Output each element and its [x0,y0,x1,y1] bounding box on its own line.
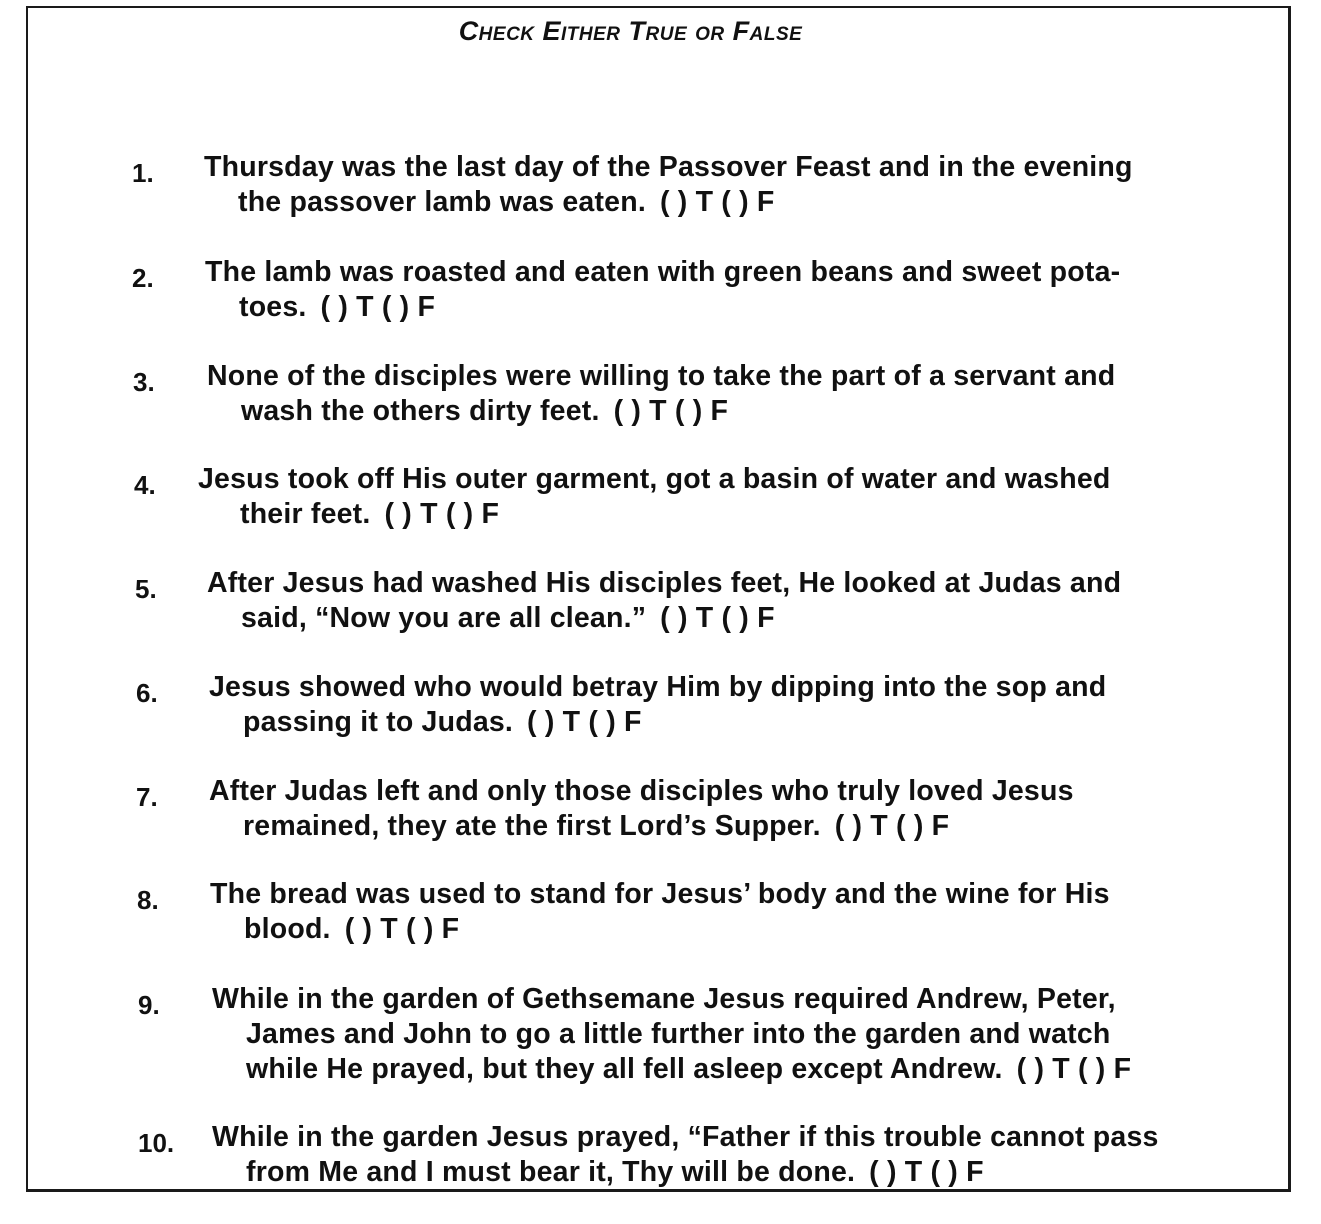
question-line: James and John to go a little further into the garden and watch [246,1018,1111,1050]
question-10 [138,1120,1159,1190]
question-3 [133,359,1115,429]
question-line: Jesus took off His outer garment, got a basin of water and washed [198,463,1111,495]
true-false-choice[interactable]: ( ) T ( ) F [613,395,729,427]
question-4 [134,462,1111,532]
question-line: After Jesus had washed His disciples feet, He looked at Judas and [207,567,1122,599]
question-line: their feet. [240,498,371,530]
true-false-choice[interactable]: ( ) T ( ) F [527,706,642,738]
question-line: The lamb was roasted and eaten with green beans and sweet pota- [205,256,1121,288]
question-number: 4. [134,470,156,500]
question-line: while He prayed, but they all fell asleep except Andrew. [246,1053,1003,1085]
question-number: 1. [132,158,154,188]
question-line: from Me and I must bear it, Thy will be done. [246,1156,856,1188]
question-7 [136,774,1074,844]
question-9 [138,982,1131,1087]
true-false-choice[interactable]: ( ) T ( ) F [869,1156,984,1188]
question-number: 6. [136,678,158,708]
title-text: Check Either True or False [458,16,803,46]
true-false-choice[interactable]: ( ) T ( ) F [384,498,500,530]
question-line: Thursday was the last day of the Passover Feast and in the evening [204,151,1133,183]
question-line: The bread was used to stand for Jesus’ body and the wine for His [210,878,1110,910]
question-number: 5. [135,574,157,604]
true-false-choice[interactable]: ( ) T ( ) F [320,291,436,323]
true-false-choice[interactable]: ( ) T ( ) F [660,602,775,634]
true-false-choice[interactable]: ( ) T ( ) F [659,186,775,218]
question-number: 10. [138,1128,175,1158]
question-line: Jesus showed who would betray Him by dipping into the sop and [209,671,1107,703]
question-list [28,8,1293,1194]
question-6 [136,670,1106,740]
true-false-choice[interactable]: ( ) T ( ) F [834,810,950,842]
question-line: the passover lamb was eaten. [238,186,646,218]
question-number: 2. [132,263,154,293]
question-1 [132,150,1133,220]
question-line: said, “Now you are all clean.” [241,602,647,634]
question-number: 8. [137,885,159,915]
question-line: After Judas left and only those disciples who truly loved Jesus [209,775,1074,807]
question-line: passing it to Judas. [243,706,514,738]
question-line: None of the disciples were willing to take the part of a servant and [207,360,1116,392]
question-line: toes. [239,291,307,323]
question-2 [132,255,1120,325]
question-line: While in the garden of Gethsemane Jesus required Andrew, Peter, [212,983,1116,1015]
question-line: remained, they ate the first Lord’s Supper. [243,810,821,842]
question-line: blood. [244,913,331,945]
true-false-choice[interactable]: ( ) T ( ) F [1016,1053,1132,1085]
question-8 [137,877,1110,947]
question-number: 7. [136,782,158,812]
question-line: While in the garden Jesus prayed, “Father if this trouble cannot pass [212,1121,1159,1153]
question-line: wash the others dirty feet. [241,395,600,427]
question-number: 3. [133,367,155,397]
question-number: 9. [138,990,160,1020]
question-5 [135,566,1121,636]
worksheet-frame [26,6,1291,1192]
true-false-choice[interactable]: ( ) T ( ) F [344,913,460,945]
